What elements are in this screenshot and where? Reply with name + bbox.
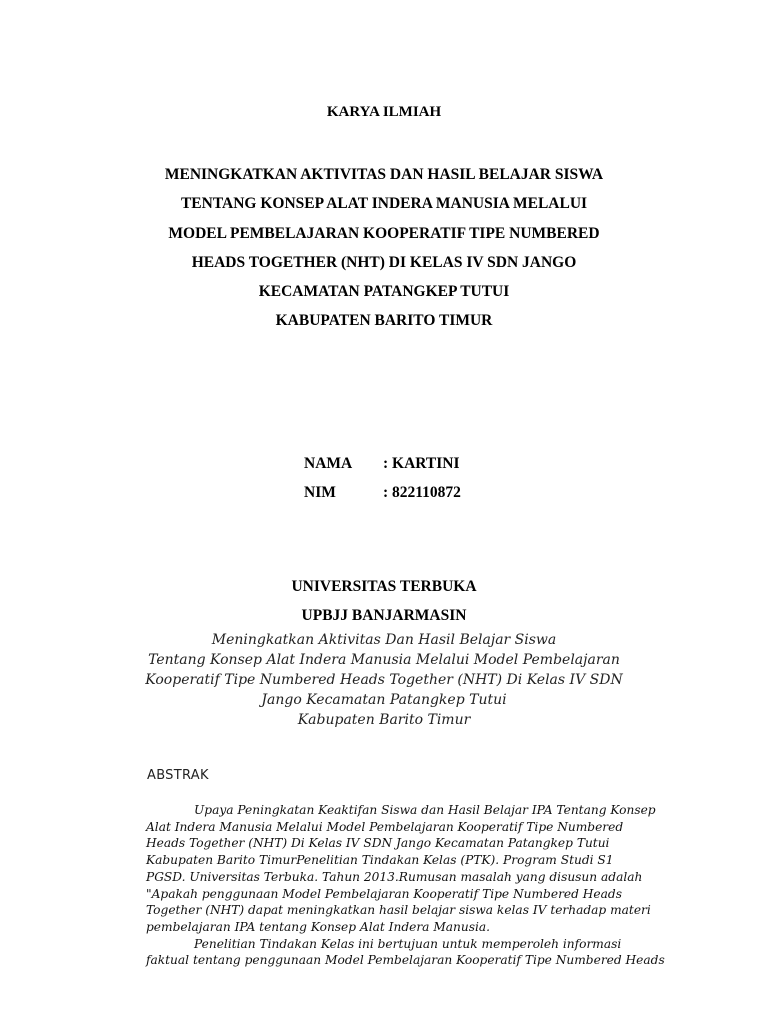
institution-line: UPBJJ BANJARMASIN (301, 607, 467, 624)
abstract-body (146, 802, 686, 969)
identity-value: : KARTINI (383, 455, 460, 472)
italic-title-line: Jango Kecamatan Patangkep Tutui (261, 692, 507, 708)
identity-value: : 822110872 (383, 484, 461, 501)
abstract-line: "Apakah penggunaan Model Pembelajaran Kooperatif Tipe Numbered Heads (146, 886, 622, 901)
italic-title (0, 630, 768, 730)
title-line: KECAMATAN PATANGKEP TUTUI (258, 283, 510, 301)
title-line: TENTANG KONSEP ALAT INDERA MANUSIA MELALUI (180, 195, 588, 213)
abstract-line: Together (NHT) dapat meningkatkan hasil belajar siswa kelas IV terhadap materi (146, 903, 651, 918)
identity-row-nim (304, 484, 461, 513)
abstract-line: Kabupaten Barito TimurPenelitian Tindakan Kelas (PTK). Program Studi S1 (146, 853, 614, 868)
document-label: KARYA ILMIAH (326, 104, 442, 120)
title-line: KABUPATEN BARITO TIMUR (275, 312, 493, 330)
abstract-line: Heads Together (NHT) Di Kelas IV SDN Jango Kecamatan Patangkep Tutui (146, 836, 610, 851)
italic-title-line: Tentang Konsep Alat Indera Manusia Melalui Model Pembelajaran (148, 652, 620, 668)
abstract-line: Upaya Peningkatan Keaktifan Siswa dan Hasil Belajar IPA Tentang Konsep (194, 803, 656, 817)
italic-title-line: Kooperatif Tipe Numbered Heads Together (NHT) Di Kelas IV SDN (145, 672, 623, 688)
institution-line: UNIVERSITAS TERBUKA (291, 578, 477, 595)
abstract-line: Penelitian Tindakan Kelas ini bertujuan untuk memperoleh informasi (194, 936, 622, 951)
institution (0, 572, 768, 630)
identity-row-name (304, 455, 461, 484)
identity-key: NIM (304, 484, 336, 501)
title-line: HEADS TOGETHER (NHT) DI KELAS IV SDN JANGO (191, 253, 577, 271)
abstract-line: Alat Indera Manusia Melalui Model Pembelajaran Kooperatif Tipe Numbered (146, 819, 624, 834)
author-identity (304, 455, 461, 513)
title-line: MENINGKATKAN AKTIVITAS DAN HASIL BELAJAR SISWA (164, 166, 604, 183)
identity-key: NAMA (304, 455, 353, 472)
abstract-line: faktual tentang penggunaan Model Pembelajaran Kooperatif Tipe Numbered Heads (146, 953, 665, 968)
title-line: MODEL PEMBELAJARAN KOOPERATIF TIPE NUMBERED (168, 224, 600, 242)
italic-title-line: Meningkatkan Aktivitas Dan Hasil Belajar Siswa (211, 632, 557, 648)
italic-title-line: Kabupaten Barito Timur (297, 712, 471, 728)
document-title (0, 160, 768, 336)
abstract-line: PGSD. Universitas Terbuka. Tahun 2013.Rumusan masalah yang disusun adalah (146, 869, 643, 884)
abstract-line: pembelajaran IPA tentang Konsep Alat Indera Manusia. (146, 919, 491, 934)
abstract-heading: ABSTRAK (147, 768, 209, 783)
